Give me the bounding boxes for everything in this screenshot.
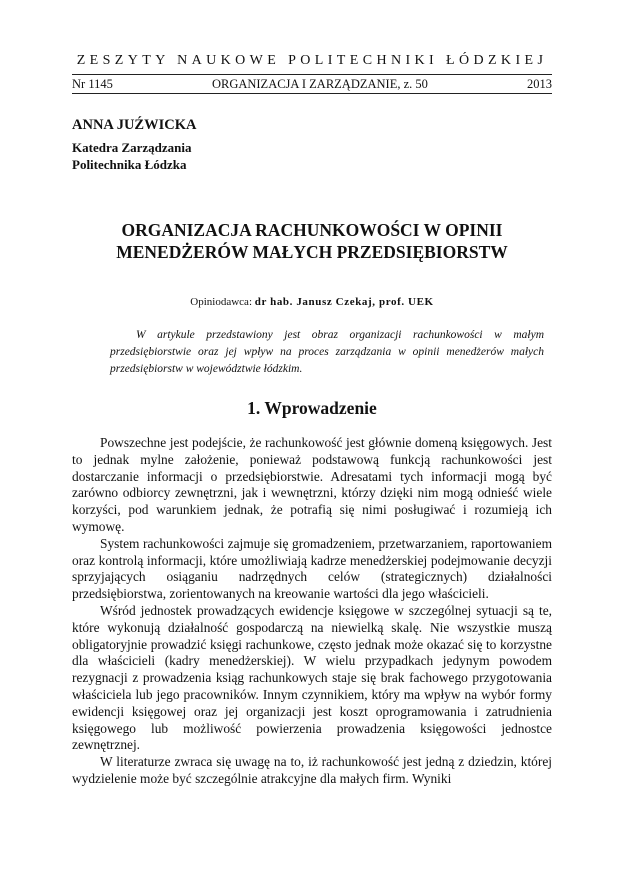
section-body (72, 435, 552, 788)
section-heading: 1. Wprowadzenie (247, 398, 377, 418)
paper-page (72, 52, 552, 788)
paper-title-line-2: MENEDŻERÓW MAŁYCH PRZEDSIĘBIORSTW (116, 242, 508, 262)
paragraph: Powszechne jest podejście, że rachunkowość jest głównie domeną księgowych. Jest to jednak mylne założenie, ponieważ podstawową funkcją rachunkowości jest dostarczanie informacji o przedsiębiorstwie. Adresatami tych informacji mogą być zarówno odbiorcy zewnętrzni, jak i wewnętrzni, którzy dzięki nim mogą odnieść wiele korzyści, pod warunkiem jednak, że potrafią się nimi posługiwać i rozumieją ich wymowę. (72, 435, 552, 534)
issue-number: Nr 1145 (72, 77, 113, 91)
issue-line (72, 77, 552, 92)
journal-title: ZESZYTY NAUKOWE POLITECHNIKI ŁÓDZKIEJ (76, 53, 548, 68)
author-institution: Politechnika Łódzka (72, 157, 187, 172)
series-info: ORGANIZACJA I ZARZĄDZANIE, z. 50 (211, 77, 428, 91)
author-department: Katedra Zarządzania (72, 140, 192, 155)
issue-year: 2013 (527, 77, 552, 91)
reviewer-label: Opiniodawca: (190, 296, 255, 308)
header-rule-bottom (72, 93, 552, 94)
paragraph: Wśród jednostek prowadzących ewidencje księgowe w szczególnej sytuacji są te, które wykonują działalność gospodarczą na niewielką skalę. Nie wszystkie muszą obligatoryjnie prowadzić księgi rachunkowe, często jednak może okazać się to korzystne dla właścicieli (kadry menedżerskiej). W wielu przypadkach jedynym powodem rezygnacji z prowadzenia ksiąg rachunkowych staje się brak fachowego przygotowania właściciela lub jego pracowników. Innym czynnikiem, który ma wpływ na wybór formy ewidencji księgowej oraz jej organizacji jest koszt oprogramowania i zatrudnienia księgowego lub możliwość powierzenia prowadzenia księgowości jednostce zewnętrznej. (72, 602, 552, 753)
paper-title-line-1: ORGANIZACJA RACHUNKOWOŚCI W OPINII (121, 220, 503, 240)
abstract: W artykule przedstawiony jest obraz organizacji rachunkowości w małym przedsiębiorstwie oraz jej wpływ na proces zarządzania w opinii menedżerów małych przedsiębiorstw w województwie łódzkim. (110, 329, 544, 375)
header-rule-top (72, 74, 552, 75)
author-name: ANNA JUŹWICKA (72, 117, 197, 133)
paragraph: W literaturze zwraca się uwagę na to, iż rachunkowość jest jedną z dziedzin, której wydzielenie może być szczególnie atrakcyjne dla małych firm. Wyniki (72, 754, 552, 786)
paper-title (72, 219, 552, 263)
reviewer-line (72, 295, 552, 309)
reviewer-name: dr hab. Janusz Czekaj, prof. UEK (254, 296, 434, 308)
paragraph: System rachunkowości zajmuje się gromadzeniem, przetwarzaniem, raportowaniem oraz kontrolą informacji, które umożliwiają kadrze menedżerskiej podejmowanie decyzji sprzyjających osiąganiu nadrzędnych celów (strategicznych) działalności przedsiębiorstwa, zorientowanych na kreowanie wartości dla jego właścicieli. (72, 535, 552, 602)
